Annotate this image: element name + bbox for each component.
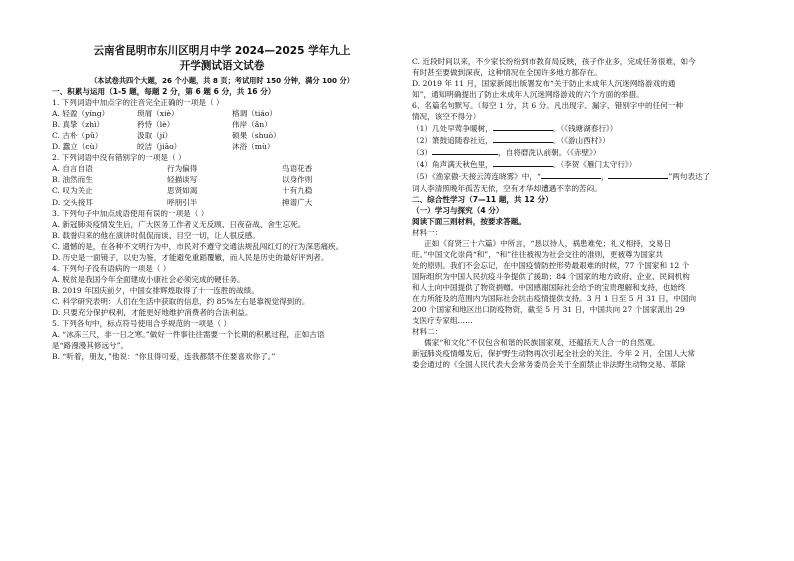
option-cell: 轻描谈写: [167, 175, 198, 185]
material-1-line: 支医疗专家组……: [412, 316, 473, 326]
option-cell: 呼朋引半: [167, 197, 198, 207]
option-cell: 硕果（shuò）: [232, 131, 281, 141]
section-1-heading: 一、积累与运用（1-5 题，每题 2 分，第 6 题 6 分，共 16 分）: [52, 87, 276, 97]
item-text: ”两句表达了: [668, 172, 711, 182]
material-2-label: 材料二：: [412, 327, 443, 337]
answer-blank[interactable]: [608, 170, 668, 179]
option-cell: A. 自言自语: [52, 164, 93, 174]
question-1-option-d: [52, 141, 392, 152]
question-1-option-c: [52, 130, 392, 141]
answer-blank[interactable]: [493, 122, 553, 131]
question-6-item-5: [412, 170, 747, 182]
option-cell: 矜恃（lè）: [137, 120, 175, 130]
material-1-line: 正如《育贤三十六篇》中所言，“恳以待人，祸患难免；礼义相持，交易日: [424, 238, 672, 248]
option-cell: 以身作则: [282, 175, 313, 185]
item-text: 。（《游山西村》）: [552, 136, 610, 146]
item-text: （3）: [412, 148, 433, 158]
question-4-option-b: B. 2019 年国庆前夕，中国女排辉煌取得了十一连胜的战绩。: [52, 285, 259, 295]
subsection-heading: （一）学习与探究（4 分）: [412, 205, 504, 215]
question-6-stem-cont: 情况，该空不得分）: [412, 112, 481, 122]
question-5-option-a-cont: 是“路漫漫其修远兮”。: [52, 341, 129, 351]
question-1-stem: 1. 下列词语中加点字的注音完全正确的一项是（ ）: [52, 98, 224, 108]
question-2-option-d: [52, 197, 392, 208]
option-cell: 十有九稳: [282, 186, 313, 196]
question-1-option-a: [52, 108, 392, 119]
material-2-line: 新冠肺炎疫情爆发后，保护野生动物再次引起全社会的关注。今年 2 月，全国人大常: [412, 349, 696, 359]
option-cell: 鸟语花香: [282, 164, 313, 174]
section-2-heading: 二、综合性学习（7—11 题，共 12 分）: [412, 194, 553, 204]
option-cell: C. 古朴（pǔ）: [52, 131, 103, 141]
question-3-option-b: B. 载誉归来的他在演讲时侃侃而谈、目空一切，让人很反感。: [52, 230, 260, 240]
question-6-item-4: [412, 158, 747, 170]
question-4-option-d: D. 只要充分保护权利，才能更好地维护消费者的合法利益。: [52, 307, 253, 317]
item-text: 。（李贺《雁门太守行》）: [552, 160, 637, 170]
question-5-option-c-cont: 有时甚至要做到深夜，这种情况在全国许多地方都存在。: [412, 68, 602, 78]
question-3-stem: 3. 下列句子中加点成语使用有误的一项是（ ）: [52, 208, 209, 218]
material-1-line: 在力所能及的范围内为国际社会抗击疫情提供支持。3 月 1 日至 5 月 31 日，中国向: [412, 293, 697, 303]
question-3-option-c: C. 遗憾的是，在各种不文明行为中，市民对不遵守交通法规乱闯红灯的行为深恶痛疾。: [52, 241, 344, 251]
option-cell: D. 蠢立（cù）: [52, 142, 103, 152]
question-4-option-c: C. 科学研究表明：人们在生活中获取的信息，约 85%左右是靠视觉得到的。: [52, 296, 310, 306]
question-6-stem: 6、名篇名句默写。（每空 1 分，共 6 分。凡出现字、漏字、错别字中的任何一种: [412, 101, 683, 111]
answer-blank[interactable]: [493, 134, 553, 143]
answer-blank[interactable]: [493, 158, 553, 167]
question-6-item-1: [412, 122, 747, 134]
answer-blank[interactable]: [432, 146, 498, 155]
question-5-stem: 5. 下列各句中，标点符号使用合乎规范的一项是（ ）: [52, 319, 232, 329]
option-cell: 皎洁（jiāo）: [137, 142, 182, 152]
question-6-item-3: [412, 146, 747, 158]
answer-blank[interactable]: [541, 170, 601, 179]
item-text: （5）《渔家傲·天接云涛连晓雾》中，“: [412, 172, 541, 182]
question-1-option-b: [52, 119, 392, 130]
exam-title-line2: 开学测试语文试卷: [179, 60, 265, 72]
material-1-line: 200 个国家和地区出口防疫物资，截至 5 月 31 日，中国共向 27 个国家派出 29: [412, 305, 685, 315]
option-cell: 思贤如渴: [167, 186, 198, 196]
question-4-option-a: A. 脱贫是我国今年全面建成小康社会必须完成的硬任务。: [52, 274, 245, 284]
option-cell: 沐浴（mù）: [232, 142, 275, 152]
question-5-option-b: B. “听着，朋友，”他说：“你且得可爱，连我都禁不住要喜欢你了。”: [52, 352, 276, 362]
option-cell: 琐屑（xiè）: [137, 109, 179, 119]
material-1-line: 处的原则。我们不会忘记，在中国疫情防控形势最艰难的时候，77 个国家和 12 个: [412, 260, 690, 270]
item-text: ，: [600, 172, 609, 182]
option-cell: D. 交头接耳: [52, 197, 94, 207]
item-text: ，自将磨洗认前朝。（《赤壁》）: [498, 148, 601, 158]
option-cell: 格调（tiáo）: [232, 109, 277, 119]
question-2-stem: 2. 下列词语中没有错别字的一项是（ ）: [52, 153, 186, 163]
material-2-line: 委会通过的《全国人民代表大会常务委员会关于全面禁止非法野生动物交易、革除: [412, 360, 686, 370]
question-6-item-2: [412, 134, 747, 146]
material-1-line: 旺。”中国文化崇尚“和”，“和”往往被视为社会交往的准则，更被尊为国家共: [412, 249, 664, 259]
option-cell: 抻谱广大: [282, 197, 313, 207]
right-column: [412, 56, 747, 370]
material-1-line: 国际组织为中国人民抗疫斗争提供了援助；84 个国家的地方政府、企业、民间机构: [412, 271, 690, 281]
exam-title-line1: 云南省昆明市东川区明月中学 2024—2025 学年九上: [93, 45, 351, 57]
option-cell: 伟岸（ǎn）: [232, 120, 272, 130]
option-cell: C. 叹为关止: [52, 186, 93, 196]
question-6-item-5-cont: 词人李清照晚年孤苦无依，空有才华却遭遇不幸的苦闷。: [412, 183, 602, 193]
item-text: 。（《钱塘湖春行》）: [552, 124, 618, 134]
material-2-line: 儒家“和文化”不仅包含和谐的民族国家观，还蕴括天人合一的自然观。: [424, 338, 660, 348]
option-cell: 汲取（jí）: [137, 131, 173, 141]
item-text: （4）角声满天秋色里，: [412, 160, 493, 170]
material-1-line: 和人士向中国提供了物资捐赠。中国感谢国际社会给予的宝贵理解和支持，也始终: [412, 282, 686, 292]
left-column: [52, 44, 392, 362]
question-2-option-a: [52, 163, 392, 174]
option-cell: B. 油然而生: [52, 175, 93, 185]
question-5-option-d-cont: 知”，通知明确提出了防止未成年人沉迷网络游戏的六个方面的举措。: [412, 90, 644, 100]
material-1-label: 材料一：: [412, 227, 443, 237]
question-5-option-d: D. 2019 年 11 月，国家新闻出版署发布“关于防止未成年人沉迷网络游戏的通: [412, 79, 676, 89]
question-3-option-a: A. 新冠肺炎疫情发生后，广大医务工作者义无反顾、日夜奋战、舍生忘死。: [52, 219, 306, 229]
item-text: （2）箫鼓追随春社近，: [412, 136, 493, 146]
question-4-stem: 4. 下列句子没有语病的一项是（ ）: [52, 263, 171, 273]
exam-note: （本试卷共四个大题，26 个小题，共 8 页；考试用时 150 分钟，满分 100 分）: [90, 76, 354, 85]
question-2-option-c: [52, 185, 392, 196]
option-cell: B. 真挚（zhì）: [52, 120, 105, 130]
item-text: （1）几处早莺争暖树，: [412, 124, 493, 134]
question-5-option-c: C. 近段时间以来，不少家长纷纷到市教育局反映，孩子作业多，完成任务很难，如今: [412, 57, 696, 66]
reading-instruction: 阅读下面三则材料，按要求答题。: [412, 216, 526, 226]
question-2-option-b: [52, 174, 392, 185]
option-cell: 行为偏得: [167, 164, 198, 174]
question-5-option-a: A. “冰冻三尺，非一日之寒。”做好一件事往往需要一个长期的积累过程，正如古语: [52, 330, 325, 340]
option-cell: A. 轻盈（yíng）: [52, 109, 110, 119]
question-3-option-d: D. 历史是一面镜子，以史为鉴，才能避免重蹈覆辙，而人民是历史的最好评判者。: [52, 252, 329, 262]
